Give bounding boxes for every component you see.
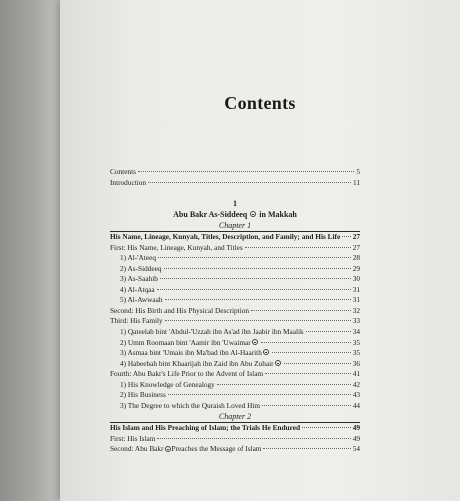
toc-entry-title-text: 4) Habeebah bint Khaarijah ibn Zaid ibn Abu Zuhair	[120, 358, 274, 368]
toc-entry-title-text: 3) The Degree to which the Quraish Loved Him	[120, 400, 261, 410]
toc-entry-title-text: 1) His Knowledge of Genealogy	[120, 379, 215, 389]
toc-entry-page: 44	[352, 400, 360, 410]
toc-entry-title-after: Preaches the Message of Islam	[171, 444, 262, 454]
toc-entry-title	[110, 338, 259, 349]
leader-dots	[157, 437, 350, 439]
toc-entry[interactable]	[110, 359, 360, 370]
toc-entry[interactable]	[110, 243, 360, 254]
toc-entry-title: First: His Islam	[110, 433, 156, 443]
leader-dots	[251, 309, 351, 311]
toc-entry[interactable]	[110, 434, 360, 445]
leader-dots	[245, 246, 351, 248]
toc-entry-page: 54	[352, 444, 360, 454]
toc-entry-title: His Name, Lineage, Kunyah, Titles, Description, and Family; and His Life	[110, 232, 341, 242]
toc-entry-title-text: 4) Al-Atqaa	[120, 284, 155, 294]
toc-entry-title: Contents	[110, 167, 136, 176]
toc-entry-title-text: 3) As-Saahib	[120, 274, 158, 284]
toc-entry-title	[110, 380, 215, 391]
toc-entry-page: 30	[352, 274, 360, 284]
toc-entry-title	[110, 264, 162, 275]
toc-entry-page: 35	[352, 337, 360, 347]
toc-entry-title-text: First: His Name, Lineage, Kunyah, and Titles	[110, 242, 243, 252]
toc-entry-title	[110, 359, 282, 370]
toc-entry-page: 11	[352, 177, 360, 187]
honorific-icon	[252, 339, 258, 345]
leader-dots	[148, 181, 351, 183]
toc-entry[interactable]	[110, 264, 360, 275]
chapter-heading[interactable]	[110, 422, 360, 434]
part-number: 1	[233, 199, 237, 209]
leader-dots	[158, 256, 351, 258]
toc-entry[interactable]	[110, 327, 360, 338]
toc-entry-page: 43	[352, 390, 360, 400]
toc-entry-page: 42	[352, 379, 360, 389]
leader-dots	[160, 277, 351, 279]
toc-entry-title	[110, 285, 155, 296]
leader-dots	[262, 404, 351, 406]
toc-entry-title-text: 2) Umm Roomaan bint 'Aamir ibn 'Uwaimar	[120, 337, 251, 347]
toc-entry-page: 49	[352, 433, 360, 443]
toc-entry-page: 36	[352, 358, 360, 368]
leader-dots	[261, 341, 351, 343]
part-title-suffix: in Makkah	[259, 210, 297, 220]
toc-entry[interactable]	[110, 338, 360, 349]
toc-entry-page: 33	[352, 316, 360, 326]
toc-entry-page: 29	[352, 263, 360, 273]
leader-dots	[272, 351, 351, 353]
toc-entry-title	[110, 243, 243, 254]
toc-entry[interactable]	[110, 348, 360, 359]
part-title	[110, 209, 360, 220]
toc-entry-title	[110, 390, 166, 401]
toc-entry-page: 34	[352, 327, 360, 337]
toc-entry-page: 27	[352, 242, 360, 252]
leader-dots	[157, 288, 351, 290]
leader-dots	[342, 235, 350, 237]
toc-entry-introduction[interactable]	[110, 178, 360, 189]
leader-dots	[138, 170, 354, 172]
toc-entry-title	[110, 295, 163, 306]
toc-entry-title-text: 2) As-Siddeeq	[120, 263, 162, 273]
toc-entry-title-before: Second: Abu Bakr	[110, 444, 164, 454]
toc-entry-title	[110, 306, 249, 317]
honorific-icon	[250, 211, 256, 217]
toc-entry[interactable]	[110, 380, 360, 391]
part-title-text: Abu Bakr As-Siddeeq	[173, 210, 248, 220]
toc-entry-page: 31	[352, 284, 360, 294]
book-gutter	[0, 0, 66, 501]
toc-entry-title	[110, 369, 263, 380]
toc-entry-page: 41	[352, 369, 360, 379]
honorific-icon	[275, 360, 281, 366]
toc-entry-page: 35	[352, 348, 360, 358]
leader-dots	[168, 393, 351, 395]
toc-entry-title-text: Third: His Family	[110, 316, 163, 326]
toc-entry-title-text: 3) Asmaa bint 'Umais ibn Ma'bad ibn Al-Haarith	[120, 348, 262, 358]
toc-entry-title	[110, 274, 158, 285]
chapter-label: Chapter 2	[218, 412, 252, 422]
leader-dots	[265, 372, 351, 374]
leader-dots	[164, 267, 351, 269]
leader-dots	[284, 362, 351, 364]
toc-entry[interactable]	[110, 316, 360, 327]
toc-entry-title: His Islam and His Preaching of Islam; the Trials He Endured	[110, 423, 301, 433]
toc-entry[interactable]	[110, 306, 360, 317]
toc-entry-page: 32	[352, 305, 360, 315]
toc-entry[interactable]	[110, 369, 360, 380]
toc-entry[interactable]	[110, 444, 360, 455]
leader-dots	[263, 447, 350, 449]
leader-dots	[165, 298, 351, 300]
toc-entry-title	[110, 348, 270, 359]
chapter-heading[interactable]	[110, 231, 360, 243]
toc-entry-title	[110, 444, 261, 455]
toc-entry-title-text: 5) Al-Awwaah	[120, 295, 163, 305]
leader-dots	[217, 383, 351, 385]
toc-entry[interactable]	[110, 253, 360, 264]
toc-entry-page: 27	[352, 232, 360, 242]
toc-entry-title-text: 2) His Business	[120, 390, 166, 400]
honorific-icon	[263, 349, 269, 355]
toc-entry-title-text: Second: His Birth and His Physical Description	[110, 305, 250, 315]
toc-entry-title	[110, 253, 156, 264]
chapter-label: Chapter 1	[218, 221, 252, 231]
toc-entry-contents[interactable]	[110, 167, 360, 178]
table-of-contents	[110, 167, 360, 455]
toc-entry-title-text: Fourth: Abu Bakr's Life Prior to the Advent of Islam	[110, 369, 264, 379]
toc-entry[interactable]	[110, 295, 360, 306]
toc-entry-title: Introduction	[110, 177, 147, 187]
leader-dots	[306, 330, 351, 332]
toc-entry-title-text: 1) Al-'Ateeq	[120, 253, 156, 263]
toc-entry-title-text: 1) Qateelah bint 'Abdul-'Uzzah ibn As'ad ibn Jaabir ibn Maalik	[120, 327, 304, 337]
toc-entry-title	[110, 327, 304, 338]
toc-entry[interactable]	[110, 274, 360, 285]
toc-entry[interactable]	[110, 401, 360, 412]
toc-entry[interactable]	[110, 390, 360, 401]
toc-entry-page: 31	[352, 295, 360, 305]
page-title: Contents	[224, 93, 296, 113]
chapter-entries	[110, 243, 360, 412]
toc-entry-page: 28	[352, 253, 360, 263]
spacer	[110, 188, 360, 198]
toc-entry-page: 49	[352, 423, 360, 433]
leader-dots	[302, 426, 351, 428]
leader-dots	[165, 319, 351, 321]
toc-entry[interactable]	[110, 285, 360, 296]
toc-entry-title	[110, 401, 260, 412]
toc-entry-title	[110, 316, 163, 327]
honorific-icon	[165, 446, 171, 452]
toc-entry-page: 5	[356, 167, 360, 176]
